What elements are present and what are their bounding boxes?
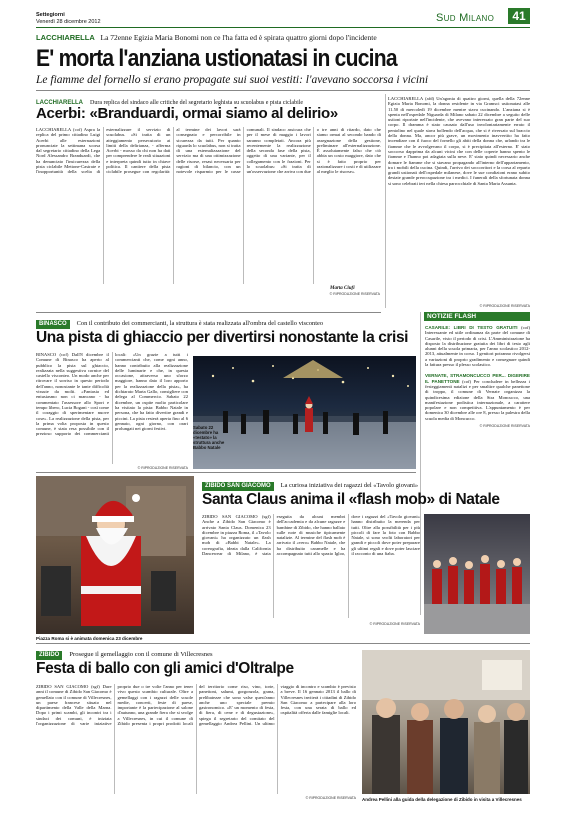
binasco-body: BINASCO (cof) Dall'8 dicembre il Comune di Binasco ha aperto al pubblico la pista sul ghiaccio, realizzata nella suggestiva cornice del castello visconteo. Un modo anche per ritrovare il sorriso in questo periodo dell'anno, nonostante le tante difficoltà vissute da molti. «Fantasia ed entusiasmo non ci mancano - ha commentato l'assessore allo Sport e tempo libero, Lucia Bogani - così come il coraggio di sperimentare nuove cose». La realizzazione della pista, per la prima volta proposta in questo comune, è stata resa possibile con il prezioso supporto dei commercianti locali: «Un grazie a tutti i commercianti che, come ogni anno, hanno contribuito alla realizzazione delle luminarie e che, in questa occasione, attraverso uno sforzo maggiore, hanno dato il loro apporto per la realizzazione della pista», ha dichiarato Marta Gallo, consigliere con delega al Commercio. Sabato 22 dicembre, un ospite molto particolare ha visitato la pista: Babbo Natale in persona, che ha fatto divertire grandi e piccini. La pista resterà aperta fino al 6 gennaio, ogni giorno, con orari prolungati nei giorni festivi. [36,352,188,437]
page-number: 41 [508,8,530,24]
lead-subhead: Le fiamme del fornello si erano propagate sui suoi vestiti: l'avevano soccorsa i vicini [36,74,429,86]
binasco-photo [193,356,416,469]
santa-copyright: © RIPRODUZIONE RISERVATA [369,622,420,626]
lead-copyright: © RIPRODUZIONE RISERVATA [479,304,530,308]
lead-kicker-deck: La 72enne Egizia Maria Bonomi non ce l'ha fatta ed è spirata quattro giorni dopo l'incidente [100,33,377,42]
lead-kicker: LACCHIARELLA [36,33,95,42]
issue-date: Venerdì 28 dicembre 2012 [36,18,101,25]
section-rule-2 [36,472,416,473]
festa-kicker-deck: Prosegue il gemellaggio con il comune di Villecresnes [69,651,213,658]
notizie-body-2: (cof) Per concludere in bellezza i festeggiamenti natalizi e per smaltire qualche panettone di troppo, il comune di Vernate organizza la quindicesima edizione della Stra Moncucco, una manifestazione podistica internazionale, a carattere popolare e non competitiva. L'appuntamento è per domenica 30 dicembre alle ore 8, presso la palestra della scuola media di Moncucco. [425,378,530,421]
header-rule [36,27,530,28]
binasco-photo-caption: Sabato 22 dicembre ha «testato» la struttura anche Babbo Natale [193,425,225,450]
section-name: Sud Milano [436,12,495,24]
notizie-title: NOTIZIE FLASH [424,312,530,321]
section-rule-1 [36,312,381,313]
festa-kicker: ZIBIDO [36,651,62,660]
acerbi-headline: Acerbi: «Branduardi, ormai siamo al delirio» [36,105,338,122]
notizie-item-2 [425,373,530,421]
acerbi-body: LACCHIARELLA (cof) Aspra la replica del primo cittadino Luigi Acerbi alle esternazioni pronunciate la settimana scorsa dal segretario cittadino della Lega Nord Alessandro Branduardi, che ha denunciato l'insicurezza della pista ciclabile Mettone-Casirate e l'inopportunità della scelta di esternalizzare il servizio di scuolabus. «Si tratta di un atteggiamento persecutorio ai limiti della delirianza, - afferma Acerbi - mosso da chi non ha dati per comprendere le reali situazioni e interpreta quindi tutto in chiave politica. Il cantiere della pista ciclabile prosegue con regolarità: al termine dei lavori sarà consegnato e percorribile in sicurezza da tutti. Per quanto riguarda lo scuolabus, non si tratta di una esternalizzazione del servizio ma di una ottimizzazione delle risorse, resasi necessaria per ragioni di bilancio, con un notevole risparmio per le casse comunali. Il sindaco assicura che per il mese di maggio i lavori saranno completati. Ancora più recentemente la realizzazione della seconda fase della pista, oggetto di una variante, per il collegamento con le frazioni. Per lo scuolabus: «Si tratta di un'osservazione che arriva con due o tre anni di ritardo, dato che siamo ormai al secondo bando di assegnazione della gestione, preliminare all'esternalizzazione. È assolutamente falso che ciò abbia un costo maggiore, dato che si è fatto proprio per razionalizzare i costi e di utilizzare al meglio le risorse». [36,127,381,175]
santa-photo-left [36,476,194,634]
festa-photo-caption: Andrea Pellini alla guida della delegazione di Zibido in visita a Villecresnes [362,797,522,802]
festa-photo [362,650,530,794]
paper-name: Settegiorni [36,12,65,18]
binasco-kicker: BINASCO [36,320,70,329]
notizie-heading-2: VERNATE, STRAMONCUCCO PER... DIGERIRE IL PANETTONE [425,373,530,384]
lead-body: LACCHIARELLA (afd) Un'agonia di quattro giorni, quella della 72enne Egizia Maria Bonomi, la donna residente in via Gramsci ustionatasi alle 11.50 di mercoledì 19 dicembre mentre stava cucinando. L'anziana si è spenta nell'ospedale Niguarda di Milano sabato 22 dicembre a seguito delle ustioni riportate nell'incidente, che avevano interessato gran parte del suo corpo. Il dramma è stato causato dall'uso involontariamente errato il pentolino nel quale stava bollendo dell'acqua, che si è riversato sul braccio della donna. Ma, ancor più grave, un movimento inavvertito ha fatto incendiare con il fuoco del fornello gli abiti della donna che, urlando tra le fiamme che le avvolgevano il corpo, si è precipitata all'esterno. E' stato soccorso dapprima da alcuni vicini che con delle coperte hanno spento le fiamme e l'hanno poi adagiata sulla neve. E' stato quindi necessario anche domare le fiamme che si stavano propagando all'interno dell'appartamento, tra i mobili della cucina. Quindi, l'arrivo dei soccorritori e la corsa al reparto grandi ustionati dell'ospedale milanese, dove le sue condizioni erano subito destate grande preoccupazione tra i medici. I funerali della sfortunata donna si sono celebrati ieri nella chiesa parrocchiale di Santa Maria Assunta. [388,96,530,186]
notizie-body-1: (cof) Interessante ed utile ordinanza da parte del comune di Casarile, visto il periodo di crisi. L'Amministrazione ha disposto la distribuzione gratuita dei libri di testo agli alunni della scuola primaria, per l'anno scolastico 2012-2013, attualmente in corso. I genitori potranno rivolgersi a variazioni di proprio gradimento e consegnare quindi la fattura presso il plesso scolastico. [425,325,530,368]
santa-claus-photo-art [36,476,194,634]
acerbi-kicker: LACCHIARELLA [36,100,83,106]
santa-kicker-deck: La curiosa iniziativa dei ragazzi del «Tavolo giovani» [280,482,419,489]
lead-column-rule [385,94,386,308]
masthead-left [36,12,101,25]
flash-mob-photo-art [424,514,530,634]
lead-kicker-row [36,33,530,43]
notizie-heading-1: CASARILE: LIBRI DI TESTO GRATUITI [425,325,518,330]
santa-photo-right [424,514,530,634]
notizie-copyright: © RIPRODUZIONE RISERVATA [479,424,530,429]
santa-photo-caption: Piazza Roma si è animata domenica 23 dicembre [36,636,143,641]
santa-headline: Santa Claus anima il «flash mob» di Natale [202,491,500,508]
santa-body: ZIBIDO SAN GIACOMO (sgf) Anche a Zibido San Giacomo è arrivato Santa Claus. Domenica 23 dicembre in piazza Roma, il «Tavolo giovani» ha organizzato un flash mob di «Babbi Natale». La coreografia, ideata dalla California Dancewear di Milano, è stata eseguita da alcuni membri dell'accademia e da alcune ragazze e bambine di Zibido, che hanno ballato sulle note di musiche tipicamente natalizie. Al termine del flash mob è arrivato il «vero» Babbo Natale, che ha distribuito caramelle e ha accompagnato tutti allo spazio Igloo, dove i ragazzi del «Tavolo giovani» hanno distribuito la merenda per tutti. Oltre alla possibilità per i più piccoli di fare la foto con Babbo Natale, si sono svolti laboratori per grandi e piccoli dove poter preparare gli ultimi regali e dove poter lasciare il racconto di una fiaba. [202,514,420,557]
lead-headline: E' morta l'anziana ustionatasi in cucina [36,45,397,72]
binasco-headline: Una pista di ghiaccio per divertirsi nonostante la crisi [36,329,409,346]
festa-headline: Festa di ballo con gli amici d'Oltralpe [36,660,294,677]
binasco-copyright: © RIPRODUZIONE RISERVATA [137,466,188,470]
acerbi-copyright: © RIPRODUZIONE RISERVATA [329,292,380,296]
delegation-photo-art [362,650,530,794]
lead-rule [36,90,530,91]
acerbi-kicker-deck: Dura replica del sindaco alle critiche del segretario leghista su scuolabus e pista ciclabile [90,100,304,106]
festa-copyright: © RIPRODUZIONE RISERVATA [305,796,356,800]
ice-rink-photo-art [193,356,416,469]
acerbi-signature: Marta Ciufi [330,286,355,291]
section-rule-3 [36,643,530,644]
binasco-kicker-deck: Con il contributo dei commercianti, la struttura è stata realizzata all'ombra del castello visconteo [76,320,324,327]
notizie-item-1 [425,325,530,367]
festa-body: ZIBIDO SAN GIACOMO (sgf) Dare anni il comune di Zibido San Giacomo è gemellato con il comune di Villecresnes, un paese francese situato nel dipartimento della Valle della Marna. Dopo i primi scambi, gli incontri tra i sindaci dei comuni, è iniziata l'organizzazione di varie iniziative proprio due o tre volte l'anno per tener vivo questo scambio culturale. Oltre a gemellaggi con i ragazzi delle scuole medie, concerti, feste di paese, importante è la partecipazione al salone d'autunno, una grande fiera che si svolge a Villecresnes, in cui il comune di Zibido presenta i propri prodotti locali del territorio come riso, vino, torte, panettoni, salumi, gorgonzola, grana, prelibatezze che sono valse quest'anno anche uno speciale premio gastronomico. «E' un momento di festa, di fiera, di cene e di degustazione», spiega il segretario del comitato del gemellaggio Andrea Pellini. Un ultimo viaggio di incontro e scambio è previsto a breve. Il 16 gennaio 2013 il ballo di Villecresnes inviterà i cittadini di Zibido San Giacomo a partecipare alla loro festa, con una serata di ballo ed ospitalità offerta dalle famiglie locali. [36,684,356,727]
santa-kicker: ZIBIDO SAN GIACOMO [202,482,274,491]
